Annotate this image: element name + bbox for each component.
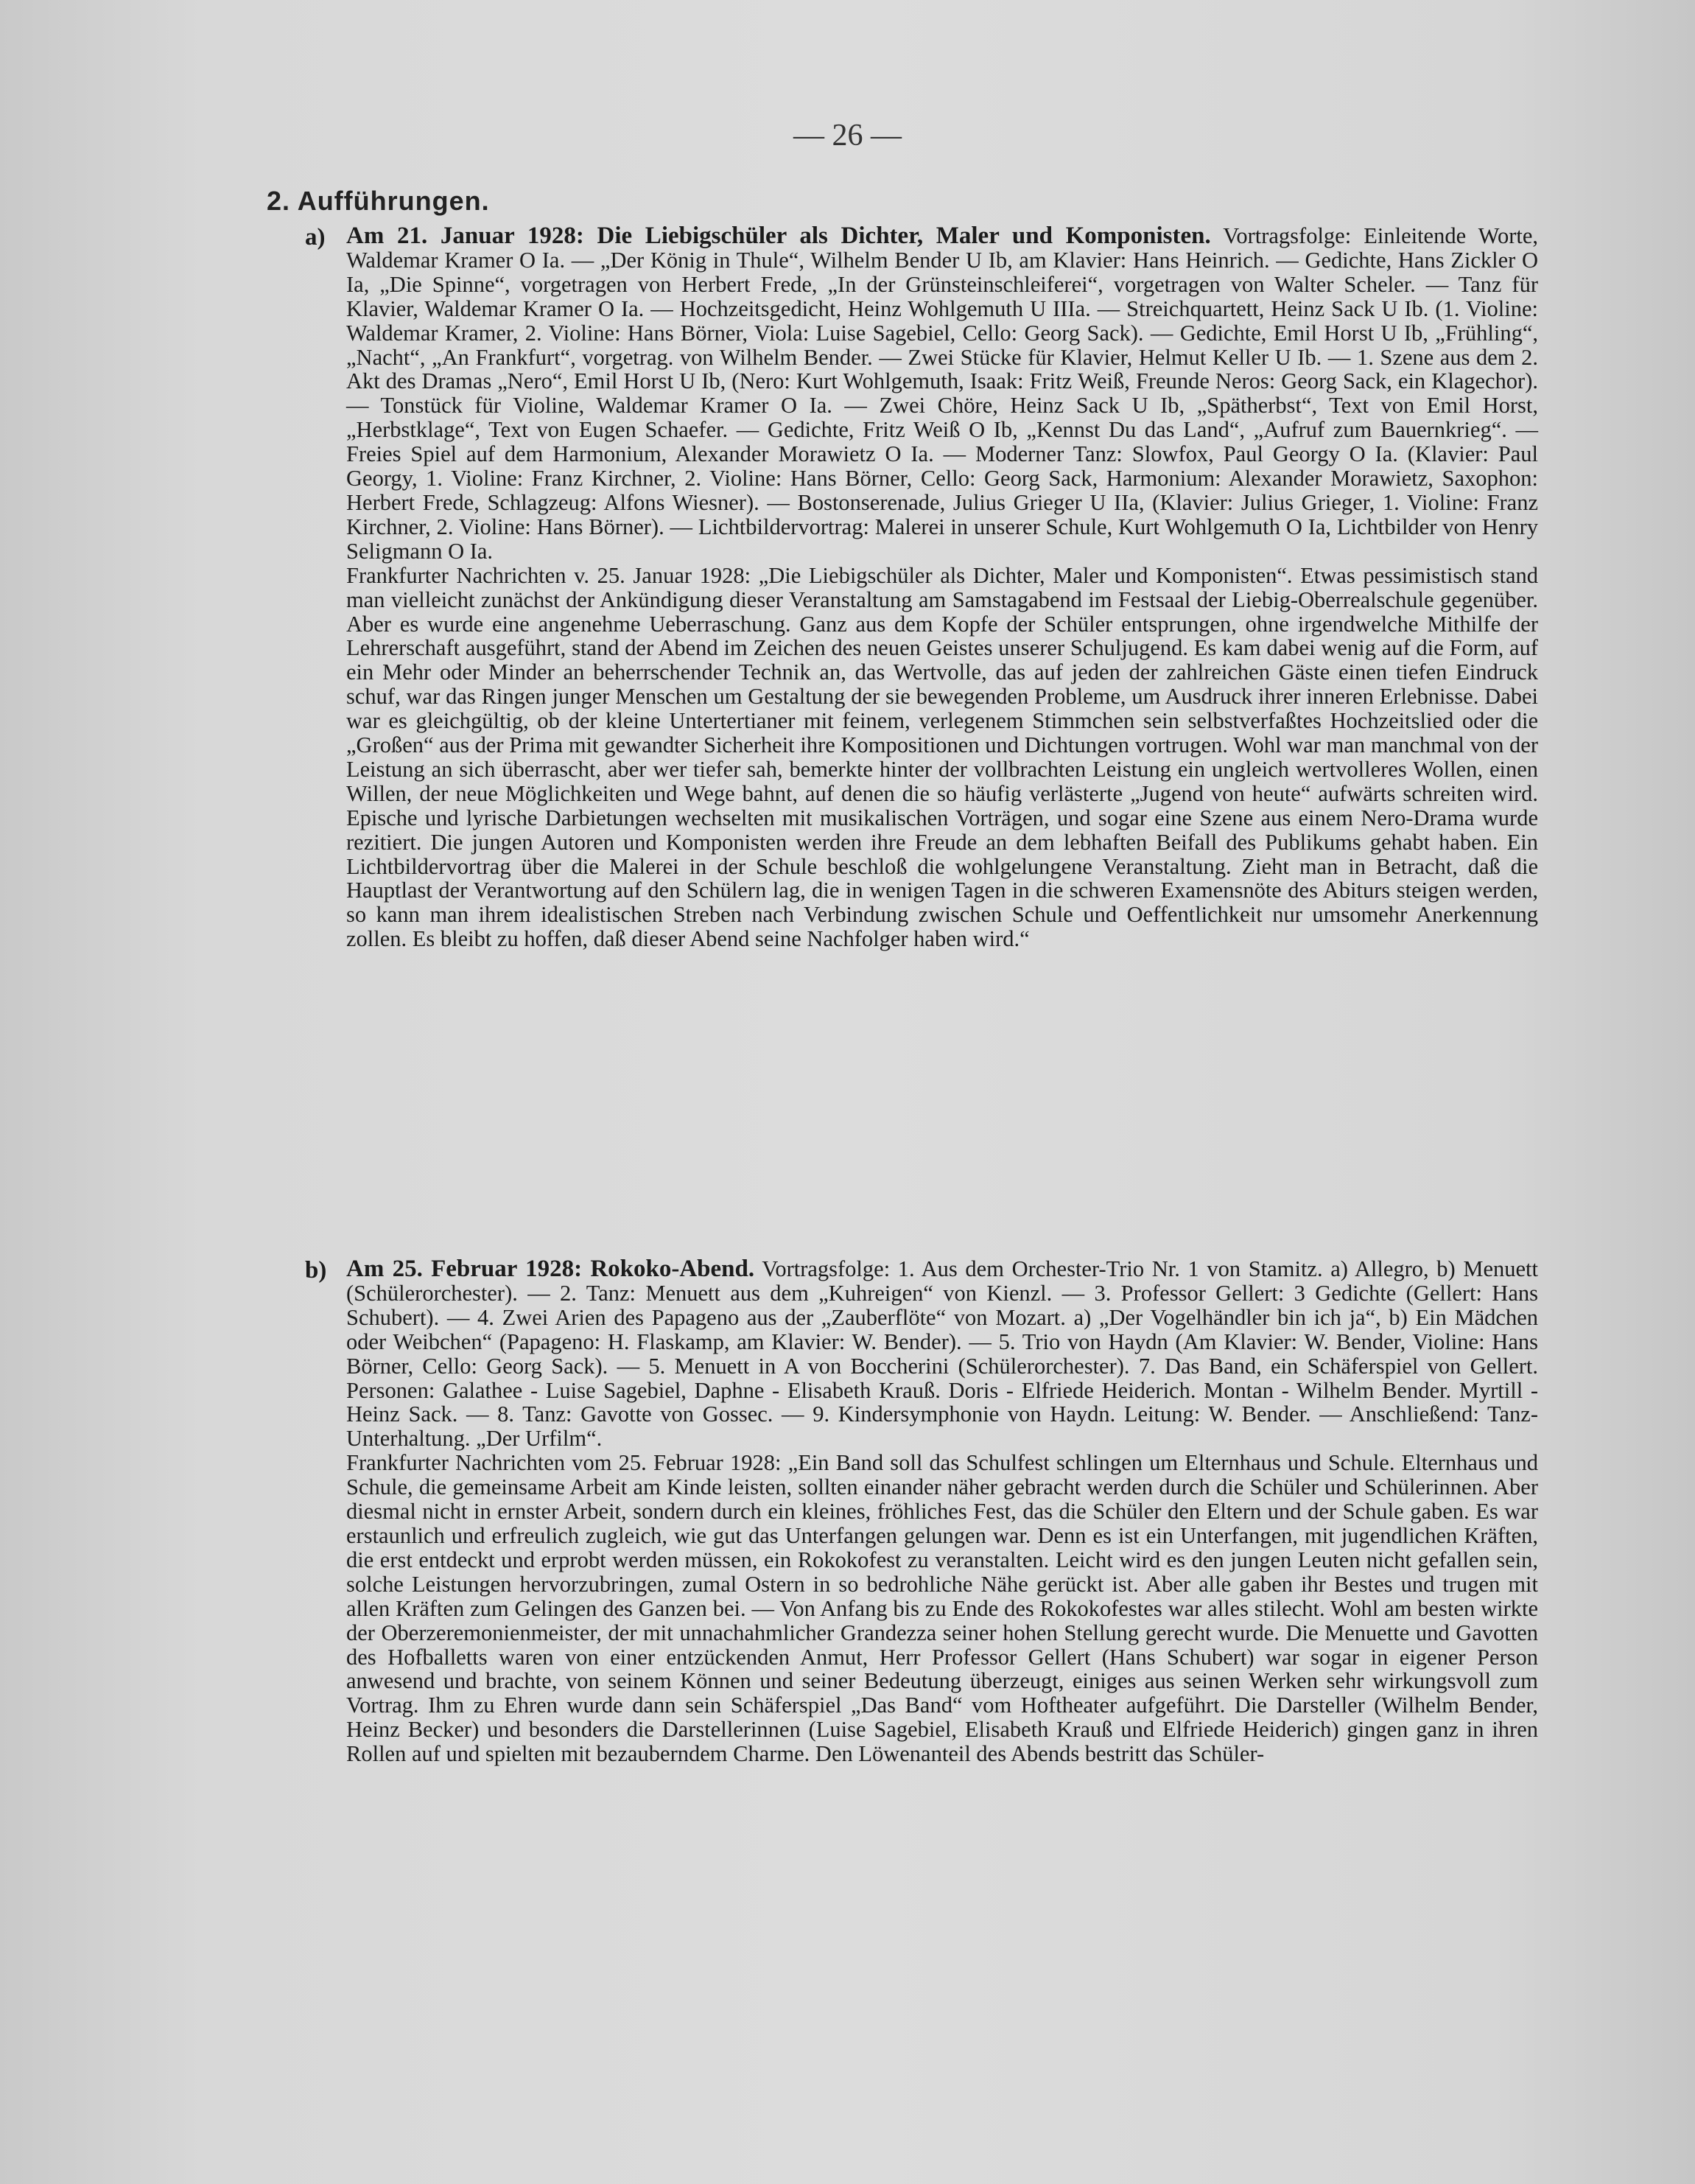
entry-heading: Am 21. Januar 1928: Die Liebigschüler als Dichter, Maler und Komponisten.	[346, 223, 1211, 249]
press-review: Frankfurter Nachrichten v. 25. Januar 1928: „Die Liebigschüler als Dichter, Maler und Komponisten“. Etwas pessimistisch stand man vielleicht zunächst der Ankündigung dieser Veranstaltung am Samstagabend im Festsaal der Liebig-Oberrealschule gegenüber. Aber es wurde eine angenehme Ueberraschung. Ganz aus dem Kopfe der Schüler entsprungen, ohne irgendwelche Mithilfe der Lehrerschaft ausgeführt, stand der Abend im Zeichen des neuen Geistes unserer Schuljugend. Es kam dabei wenig auf die Form, auf ein Mehr oder Minder an beherrschender Technik an, das Wertvolle, das auf jeden der zahlreichen Gäste einen tiefen Eindruck schuf, war das Ringen junger Menschen um Gestaltung der sie bewegenden Probleme, um Ausdruck ihrer inneren Erlebnisse. Dabei war es gleichgültig, ob der kleine Untertertianer mit feinem, verlegenem Stimmchen sein selbstverfaßtes Hochzeitslied oder die „Großen“ aus der Prima mit gewandter Sicherheit ihre Kompositionen und Dichtungen vortrugen. Wohl war man manchmal von der Leistung an sich überrascht, aber wer tiefer sah, bemerkte hinter der vollbrachten Leistung ein ungleich wertvolleres Wollen, einen Willen, der neue Möglichkeiten und Wege bahnt, auf denen die so häufig verlästerte „Jugend von heute“ aufwärts schreiten wird. Epische und lyrische Darbietungen wechselten mit musikalischen Vorträgen, und sogar eine Szene aus einem Nero-Drama wurde rezitiert. Die jungen Autoren und Komponisten werden ihre Freude an dem lebhaften Beifall des Publikums gehabt haben. Ein Lichtbildervortrag über die Malerei in der Schule beschloß die wohlgelungene Veranstaltung. Zieht man in Betracht, daß die Hauptlast der Verantwortung auf den Schülern lag, die in wenigen Tagen in die schweren Examensnöte des Abiturs steigen werden, so kann man ihrem idealistischen Streben nach Verbindung zwischen Schule und Oeffentlichkeit nur umsomehr Anerkennung zollen. Es bleibt zu hoffen, daß dieser Abend seine Nachfolger haben wird.“	[346, 562, 1538, 952]
entry-text	[346, 1257, 1538, 1766]
press-review: Frankfurter Nachrichten vom 25. Februar 1928: „Ein Band soll das Schulfest schlingen um Elternhaus und Schule. Elternhaus und Schule, die gemeinsame Arbeit am Kinde leisten, sollten einander näher gebracht werden durch die Schüler und Schülerinnen. Aber diesmal nicht in ernster Arbeit, sondern durch ein kleines, fröhliches Fest, das die Schüler den Eltern und der Schule gaben. Es war erstaunlich und erfreulich zugleich, wie gut das Unterfangen gelungen war. Denn es ist ein Unterfangen, mit jugendlichen Kräften, die erst entdeckt und erprobt werden müssen, ein Rokokofest zu veranstalten. Leicht wird es den jungen Leuten nicht gefallen sein, solche Leistungen hervorzubringen, zumal Ostern in so bedrohliche Nähe gerückt ist. Aber alle gaben ihr Bestes und trugen mit allen Kräften zum Gelingen des Ganzen bei. — Von Anfang bis zu Ende des Rokokofestes war alles stilecht. Wohl am besten wirkte der Oberzeremonienmeister, der mit unnachahmlicher Grandezza seiner hohen Stellung gerecht wurde. Die Menuette und Gavotten des Hofballetts waren von einer entzückenden Anmut, Herr Professor Gellert (Hans Schubert) war sogar in eigener Person anwesend und brachte, von seinem Können und seiner Bedeutung überzeugt, einiges aus seinen Werken sehr wirkungsvoll zum Vortrag. Ihm zu Ehren wurde dann sein Schäferspiel „Das Band“ vom Hoftheater aufgeführt. Die Darsteller (Wilhelm Bender, Heinz Becker) und besonders die Darstellerinnen (Luise Sagebiel, Elisabeth Krauß und Elfriede Heiderich) gingen ganz in ihren Rollen auf und spielten mit bezauberndem Charme. Den Löwenanteil des Abends bestritt das Schüler-	[346, 1450, 1538, 1767]
entry-marker: b)	[305, 1257, 327, 1284]
page-number: — 26 —	[793, 119, 902, 153]
entry-marker: a)	[305, 224, 326, 251]
program-text: Vortragsfolge: Einleitende Worte, Waldemar Kramer O Ia. — „Der König in Thule“, Wilhelm Bender U Ib, am Klavier: Hans Heinrich. — Gedichte, Hans Zickler O Ia, „Die Spinne“, vorgetragen von Herbert Frede, „In der Grünsteinschleiferei“, vorgetragen von Walter Scheler. — Tanz für Klavier, Waldemar Kramer O Ia. — Hochzeitsgedicht, Heinz Wohlgemuth U IIIa. — Streichquartett, Heinz Sack U Ib. (1. Violine: Waldemar Kramer, 2. Violine: Hans Börner, Viola: Luise Sagebiel, Cello: Georg Sack). — Gedichte, Emil Horst U Ib, „Frühling“, „Nacht“, „An Frankfurt“, vorgetrag. von Wilhelm Bender. — Zwei Stücke für Klavier, Helmut Keller U Ib. — 1. Szene aus dem 2. Akt des Dramas „Nero“, Emil Horst U Ib, (Nero: Kurt Wohlgemuth, Isaak: Fritz Weiß, Freunde Neros: Georg Sack, ein Klagechor). — Tonstück für Violine, Waldemar Kramer O Ia. — Zwei Chöre, Heinz Sack U Ib, „Spätherbst“, Text von Emil Horst, „Herbstklage“, Text von Eugen Schaefer. — Gedichte, Fritz Weiß O Ib, „Kennst Du das Land“, „Aufruf zum Bauernkrieg“. — Freies Spiel auf dem Harmonium, Alexander Morawietz O Ia. — Moderner Tanz: Slowfox, Paul Georgy O Ia. (Klavier: Paul Georgy, 1. Violine: Franz Kirchner, 2. Violine: Hans Börner, Cello: Georg Sack, Harmonium: Alexander Morawietz, Saxophon: Herbert Frede, Schlagzeug: Alfons Wiesner). — Bostonserenade, Julius Grieger U IIa, (Klavier: Julius Grieger, 1. Violine: Franz Kirchner, 2. Violine: Hans Börner). — Lichtbildervortrag: Malerei in unserer Schule, Kurt Wohlgemuth O Ia, Lichtbilder von Henry Seligmann O Ia.	[346, 223, 1539, 564]
entry-b	[305, 1256, 1538, 1767]
entry-a	[305, 223, 1539, 952]
entry-text	[346, 224, 1538, 951]
section-title: 2. Aufführungen.	[267, 186, 490, 216]
entry-program	[346, 1257, 1538, 1451]
entry-program	[346, 224, 1538, 564]
entry-heading: Am 25. Februar 1928: Rokoko-Abend.	[346, 1256, 755, 1282]
program-text: Vortragsfolge: 1. Aus dem Orchester-Trio Nr. 1 von Stamitz. a) Allegro, b) Menuett (Schülerorchester). — 2. Tanz: Menuett aus dem „Kuhreigen“ von Kienzl. — 3. Professor Gellert: 3 Gedichte (Gellert: Hans Schubert). — 4. Zwei Arien des Papageno aus der „Zauberflöte“ von Mozart. a) „Der Vogelhändler bin ich ja“, b) Ein Mädchen oder Weibchen“ (Papageno: H. Flaskamp, am Klavier: W. Bender). — 5. Trio von Haydn (Am Klavier: W. Bender, Violine: Hans Börner, Cello: Georg Sack). — 5. Menuett in A von Boccherini (Schülerorchester). 7. Das Band, ein Schäferspiel von Gellert. Personen: Galathee - Luise Sagebiel, Daphne - Elisabeth Krauß. Doris - Elfriede Heiderich. Montan - Wilhelm Bender. Myrtill - Heinz Sack. — 8. Tanz: Gavotte von Gossec. — 9. Kindersymphonie von Haydn. Leitung: W. Bender. — Anschließend: Tanz-Unterhaltung. „Der Urfilm“.	[346, 1256, 1538, 1452]
